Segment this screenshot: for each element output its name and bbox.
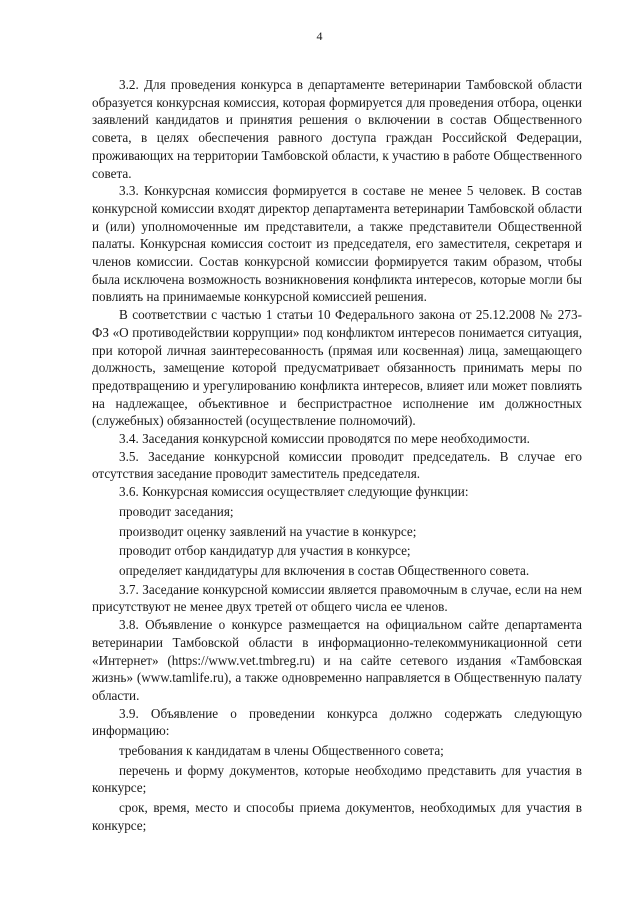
paragraph-3-5: 3.5. Заседание конкурсной комиссии проводит председатель. В случае его отсутствия заседание проводит заместитель председателя. [92,448,582,482]
list-item: проводит заседания; [119,503,234,519]
list-item: определяет кандидатуры для включения в состав Общественного совета. [119,562,530,578]
list-item: требования к кандидатам в члены Общественного совета; [119,743,444,759]
paragraph-3-9: 3.9. Объявление о проведении конкурса должно содержать следующую информацию: [92,705,582,739]
list-item: производит оценку заявлений на участие в конкурсе; [119,523,417,539]
paragraph-conflict-of-interest: В соответствии с частью 1 статьи 10 Федерального закона от 25.12.2008 № 273-ФЗ «О противодействии коррупции» под конфликтом интересов понимается ситуация, при которой личная заинтересованность (прямая или косвенная) лица, замещающего должность, замещение которой предусматривает обязанность принимать меры по предотвращению и урегулированию конфликта интересов, влияет или может повлиять на надлежащее, объективное и беспристрастное исполнение им должностных (служебных) обязанностей (осуществление полномочий). [92,307,582,429]
paragraph-3-8: 3.8. Объявление о конкурсе размещается на официальном сайте департамента ветеринарии Тамбовской области в информационно-телекоммуникационной сети «Интернет» (https://www.vet.tmbreg.ru) и на сайте сетевого издания «Тамбовская жизнь» (www.tamlife.ru), а также одновременно направляется в Общественную палату области. [92,617,582,703]
paragraph-3-4: 3.4. Заседания конкурсной комиссии проводятся по мере необходимости. [119,431,530,447]
page-number: 4 [316,29,323,43]
paragraph-3-2: 3.2. Для проведения конкурса в департаменте ветеринарии Тамбовской области образуется конкурсная комиссия, которая формируется для проведения отбора, оценки заявлений кандидатов и принятия решения о включении в состав Общественного совета, в целях обеспечения равного доступа граждан Российской Федерации, проживающих на территории Тамбовской области, к участию в работе Общественного совета. [92,77,582,181]
list-item: перечень и форму документов, которые необходимо представить для участия в конкурсе; [92,762,582,796]
paragraph-3-7: 3.7. Заседание конкурсной комиссии является правомочным в случае, если на нем присутствуют не менее двух третей от общего числа ее членов. [92,581,582,615]
list-item: срок, время, место и способы приема документов, необходимых для участия в конкурсе; [92,800,582,833]
list-item: проводит отбор кандидатур для участия в конкурсе; [119,543,411,559]
paragraph-3-6: 3.6. Конкурсная комиссия осуществляет следующие функции: [119,484,469,500]
paragraph-3-3: 3.3. Конкурсная комиссия формируется в составе не менее 5 человек. В состав конкурсной комиссии входят директор департамента ветеринарии Тамбовской области и (или) уполномоченные им представители, а также представители Общественной палаты. Конкурсная комиссия состоит из председателя, его заместителя, секретаря и членов комиссии. Состав конкурсной комиссии формируется таким образом, чтобы была исключена возможность возникновения конфликта интересов, которые могли бы повлиять на принимаемые конкурсной комиссией решения. [92,183,582,305]
document-body [92,76,582,835]
